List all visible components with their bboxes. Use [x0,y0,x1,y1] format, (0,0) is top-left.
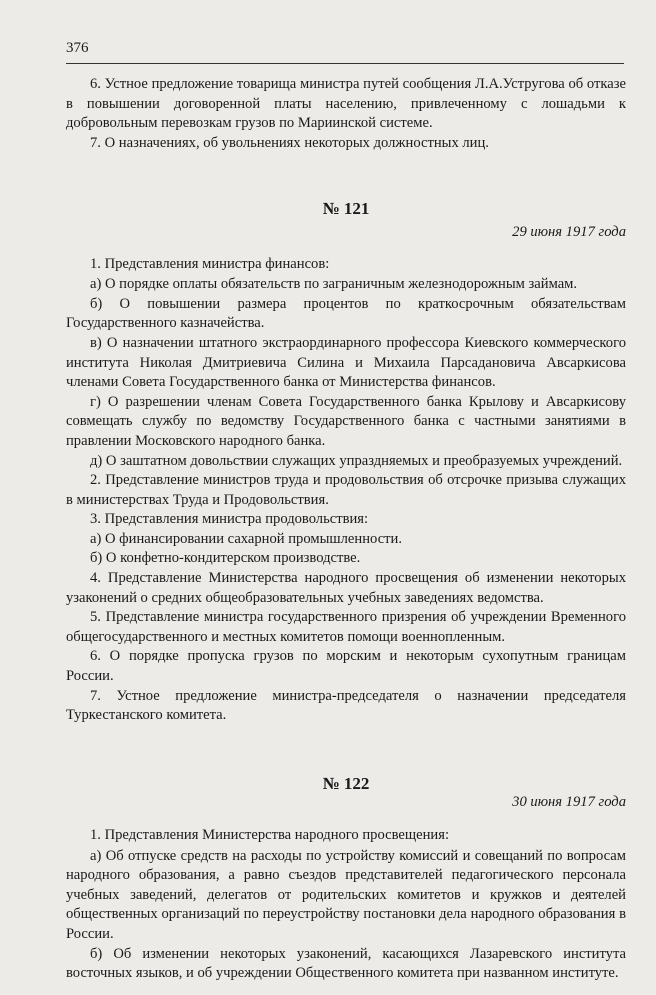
agenda-item: 3. Представления министра продовольствия: [90,511,369,528]
agenda-item: а) Об отпуске средств на расходы по устройству комиссий и совещаний по вопросам народного образования, а равно съездов представителей педагогического персонала учебных заведений, делегатов от родительских комитетов и кружков и деятелей общественных организаций по переустройству постановки дела народного образования в России. [66,847,626,942]
agenda-item: 5. Представление министра государственного призрения об учреждении Временного общегосударственного и местных комитетов помощи военнопленным. [66,609,626,645]
intro-item: 7. О назначениях, об увольнениях некоторых должностных лиц. [90,134,489,151]
document-121-title: № 121 [322,199,370,219]
agenda-item: а) О порядке оплаты обязательств по заграничным железнодорожным займам. [90,276,578,293]
intro-item: 6. Устное предложение товарища министра путей сообщения Л.А.Устругова об отказе в повышении договоренной платы населению, привлеченному с лошадьми к добровольным перевозкам грузов по Мариинской системе. [66,76,626,132]
agenda-item: б) Об изменении некоторых узаконений, касающихся Лазаревского института восточных языков, и об учреждении Общественного комитета при названном институте. [66,945,626,982]
agenda-item: г) О разрешении членам Совета Государственного банка Крылову и Авсаркисову совмещать службу по ведомству Государственного банка с частными занятиями в правлении Московского народного банка. [66,393,626,449]
agenda-item: 1. Представления Министерства народного просвещения: [90,827,449,843]
page-number: 376 [66,40,89,56]
header-rule [66,63,624,64]
agenda-item: 7. Устное предложение министра-председателя о назначении председателя Туркестанского комитета. [66,687,626,724]
document-122-date: 30 июня 1917 года [512,794,626,811]
document-121-date: 29 июня 1917 года [512,223,626,240]
document-122-title: № 122 [322,773,370,793]
agenda-item: б) О конфетно-кондитерском производстве. [90,550,361,567]
agenda-item: в) О назначении штатного экстраординарного профессора Киевского коммерческого института Николая Дмитриевича Силина и Михаила Парсадановича Авсаркисова членами Совета Государственного банка от Министерства финансов. [66,334,626,391]
agenda-item: а) О финансировании сахарной промышленности. [90,530,403,547]
agenda-item: 1. Представления министра финансов: [90,255,330,272]
agenda-item: 6. О порядке пропуска грузов по морским и некоторым сухопутным границам России. [66,648,626,685]
page-content [66,75,626,984]
agenda-item: д) О заштатном довольствии служащих упраздняемых и преобразуемых учреждений. [90,452,623,469]
agenda-item: 2. Представление министров труда и продовольствия об отсрочке призыва служащих в министерствах Труда и Продовольствия. [66,472,626,508]
agenda-item: 4. Представление Министерства народного просвещения об изменении некоторых узаконений о средних общеобразовательных учебных заведениях ведомства. [66,570,626,606]
agenda-item: б) О повышении размера процентов по краткосрочным обязательствам Государственного казначейства. [66,295,626,332]
